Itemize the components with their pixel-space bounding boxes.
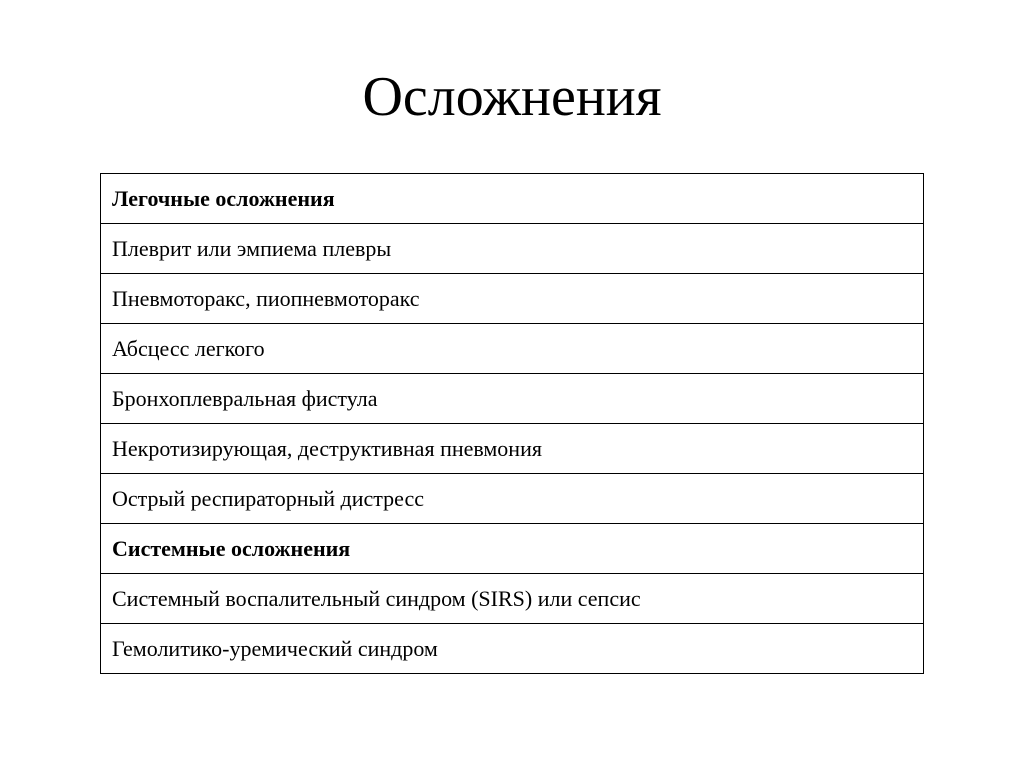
complications-table-body bbox=[101, 174, 924, 674]
section-header-systemic: Системные осложнения bbox=[101, 524, 924, 574]
table-row bbox=[101, 424, 924, 474]
table-cell: Бронхоплевральная фистула bbox=[101, 374, 924, 424]
table-row bbox=[101, 274, 924, 324]
table-cell: Плеврит или эмпиема плевры bbox=[101, 224, 924, 274]
complications-table bbox=[100, 173, 924, 674]
table-cell: Пневмоторакс, пиопневмоторакс bbox=[101, 274, 924, 324]
table-row bbox=[101, 574, 924, 624]
table-row bbox=[101, 374, 924, 424]
slide-title: Осложнения bbox=[362, 66, 662, 128]
table-cell: Гемолитико-уремический синдром bbox=[101, 624, 924, 674]
table-row bbox=[101, 624, 924, 674]
table-cell: Острый респираторный дистресс bbox=[101, 474, 924, 524]
complications-table-container bbox=[100, 173, 924, 674]
table-cell: Абсцесс легкого bbox=[101, 324, 924, 374]
table-row-pulmonary-header bbox=[101, 174, 924, 224]
table-row bbox=[101, 224, 924, 274]
table-row bbox=[101, 474, 924, 524]
table-row-systemic-header bbox=[101, 524, 924, 574]
table-row bbox=[101, 324, 924, 374]
table-cell: Некротизирующая, деструктивная пневмония bbox=[101, 424, 924, 474]
section-header-pulmonary: Легочные осложнения bbox=[101, 174, 924, 224]
table-cell: Системный воспалительный синдром (SIRS) или сепсис bbox=[101, 574, 924, 624]
